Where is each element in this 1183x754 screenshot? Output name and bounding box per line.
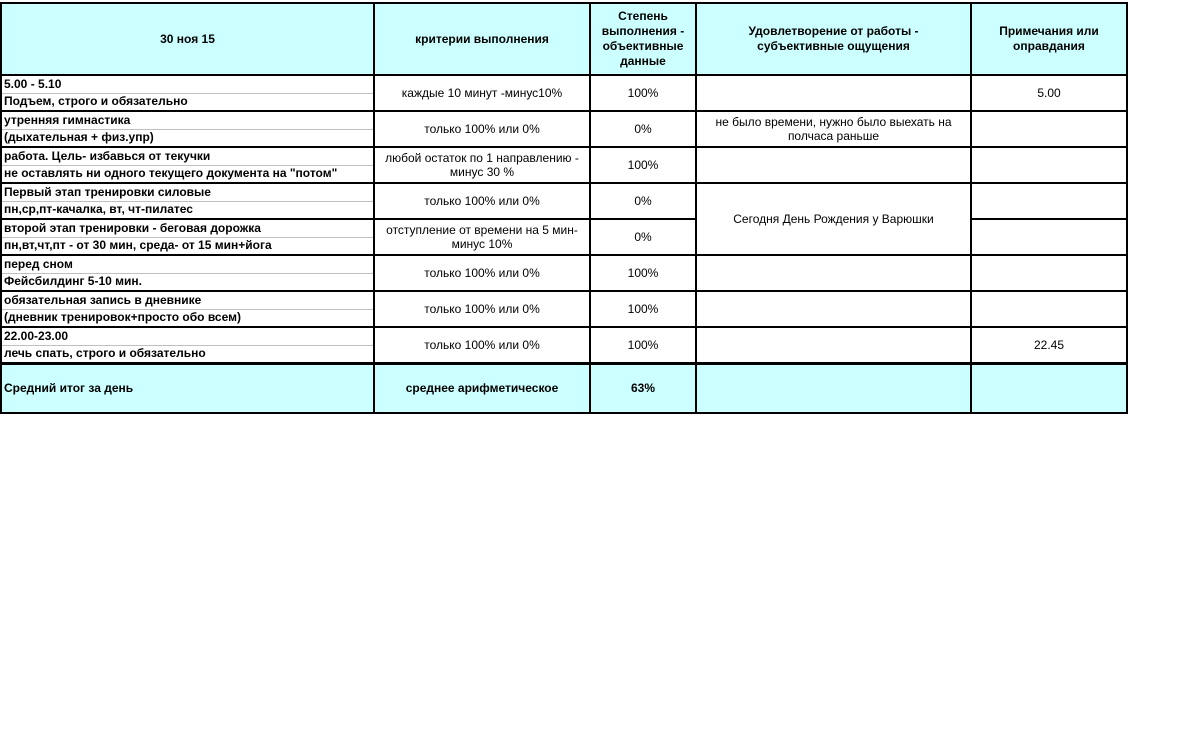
header-row [1,3,1127,75]
task-cell [1,75,374,111]
task-line-2: (дыхательная + физ.упр) [2,129,373,145]
task-line-2: не оставлять ни одного текущего документа на "потом" [2,165,373,181]
task-cell [1,291,374,327]
summary-label-cell: Средний итог за день [1,363,374,413]
criteria-cell: только 100% или 0% [374,291,590,327]
task-line-2: пн,ср,пт-качалка, вт, чт-пилатес [2,201,373,217]
table-row [1,111,1127,147]
notes-cell [971,147,1127,183]
task-line-1: Первый этап тренировки силовые [4,185,211,199]
satisfaction-cell [696,291,971,327]
task-line-2: (дневник тренировок+просто обо всем) [2,309,373,325]
satisfaction-cell: не было времени, нужно было выехать на полчаса раньше [696,111,971,147]
task-cell [1,183,374,219]
table-row [1,291,1127,327]
degree-cell: 0% [590,183,696,219]
task-line-2: пн,вт,чт,пт - от 30 мин, среда- от 15 мин+йога [2,237,373,253]
table-row [1,327,1127,363]
notes-cell [971,111,1127,147]
task-line-1: второй этап тренировки - беговая дорожка [4,221,261,235]
summary-satisfaction-cell [696,363,971,413]
criteria-cell: только 100% или 0% [374,111,590,147]
satisfaction-cell [696,327,971,363]
summary-row [1,363,1127,413]
summary-notes-cell [971,363,1127,413]
criteria-cell: только 100% или 0% [374,327,590,363]
task-line-1: обязательная запись в дневнике [4,293,202,307]
task-line-1: 22.00-23.00 [4,328,69,343]
notes-cell [971,219,1127,255]
task-cell [1,327,374,363]
task-line-1: перед сном [4,257,73,271]
summary-criteria-cell: среднее арифметическое [374,363,590,413]
table-row [1,255,1127,291]
degree-cell: 100% [590,255,696,291]
satisfaction-cell [696,147,971,183]
task-line-2: лечь спать, строго и обязательно [2,345,373,361]
criteria-cell: отступление от времени на 5 мин-минус 10% [374,219,590,255]
task-cell [1,147,374,183]
notes-cell [971,183,1127,219]
task-cell [1,111,374,147]
header-criteria: критерии выполнения [374,3,590,75]
header-degree: Степень выполнения - объективные данные [590,3,696,75]
criteria-cell: только 100% или 0% [374,183,590,219]
task-line-2: Подъем, строго и обязательно [2,93,373,109]
summary-degree-cell: 63% [590,363,696,413]
satisfaction-cell [696,75,971,111]
degree-cell: 100% [590,291,696,327]
header-date: 30 ноя 15 [1,3,374,75]
notes-cell [971,255,1127,291]
header-satisfaction: Удовлетворение от работы - субъективные ощущения [696,3,971,75]
degree-cell: 100% [590,147,696,183]
degree-cell: 0% [590,111,696,147]
table-row [1,147,1127,183]
notes-cell [971,291,1127,327]
notes-cell: 22.45 [971,327,1127,363]
header-notes: Примечания или оправдания [971,3,1127,75]
daily-journal-table [0,2,1128,414]
satisfaction-cell [696,255,971,291]
table-row [1,183,1127,219]
satisfaction-merged-cell: Сегодня День Рождения у Варюшки [696,183,971,255]
task-cell [1,255,374,291]
criteria-cell: только 100% или 0% [374,255,590,291]
notes-cell: 5.00 [971,75,1127,111]
task-cell [1,219,374,255]
table-row [1,75,1127,111]
task-line-2: Фейсбилдинг 5-10 мин. [2,273,373,289]
degree-cell: 100% [590,75,696,111]
degree-cell: 100% [590,327,696,363]
task-line-1: 5.00 - 5.10 [4,77,62,91]
criteria-cell: любой остаток по 1 направлению - минус 30 % [374,147,590,183]
degree-cell: 0% [590,219,696,255]
criteria-cell: каждые 10 минут -минус10% [374,75,590,111]
task-line-1: утренняя гимнастика [4,113,131,127]
task-line-1: работа. Цель- избавься от текучки [4,149,211,163]
